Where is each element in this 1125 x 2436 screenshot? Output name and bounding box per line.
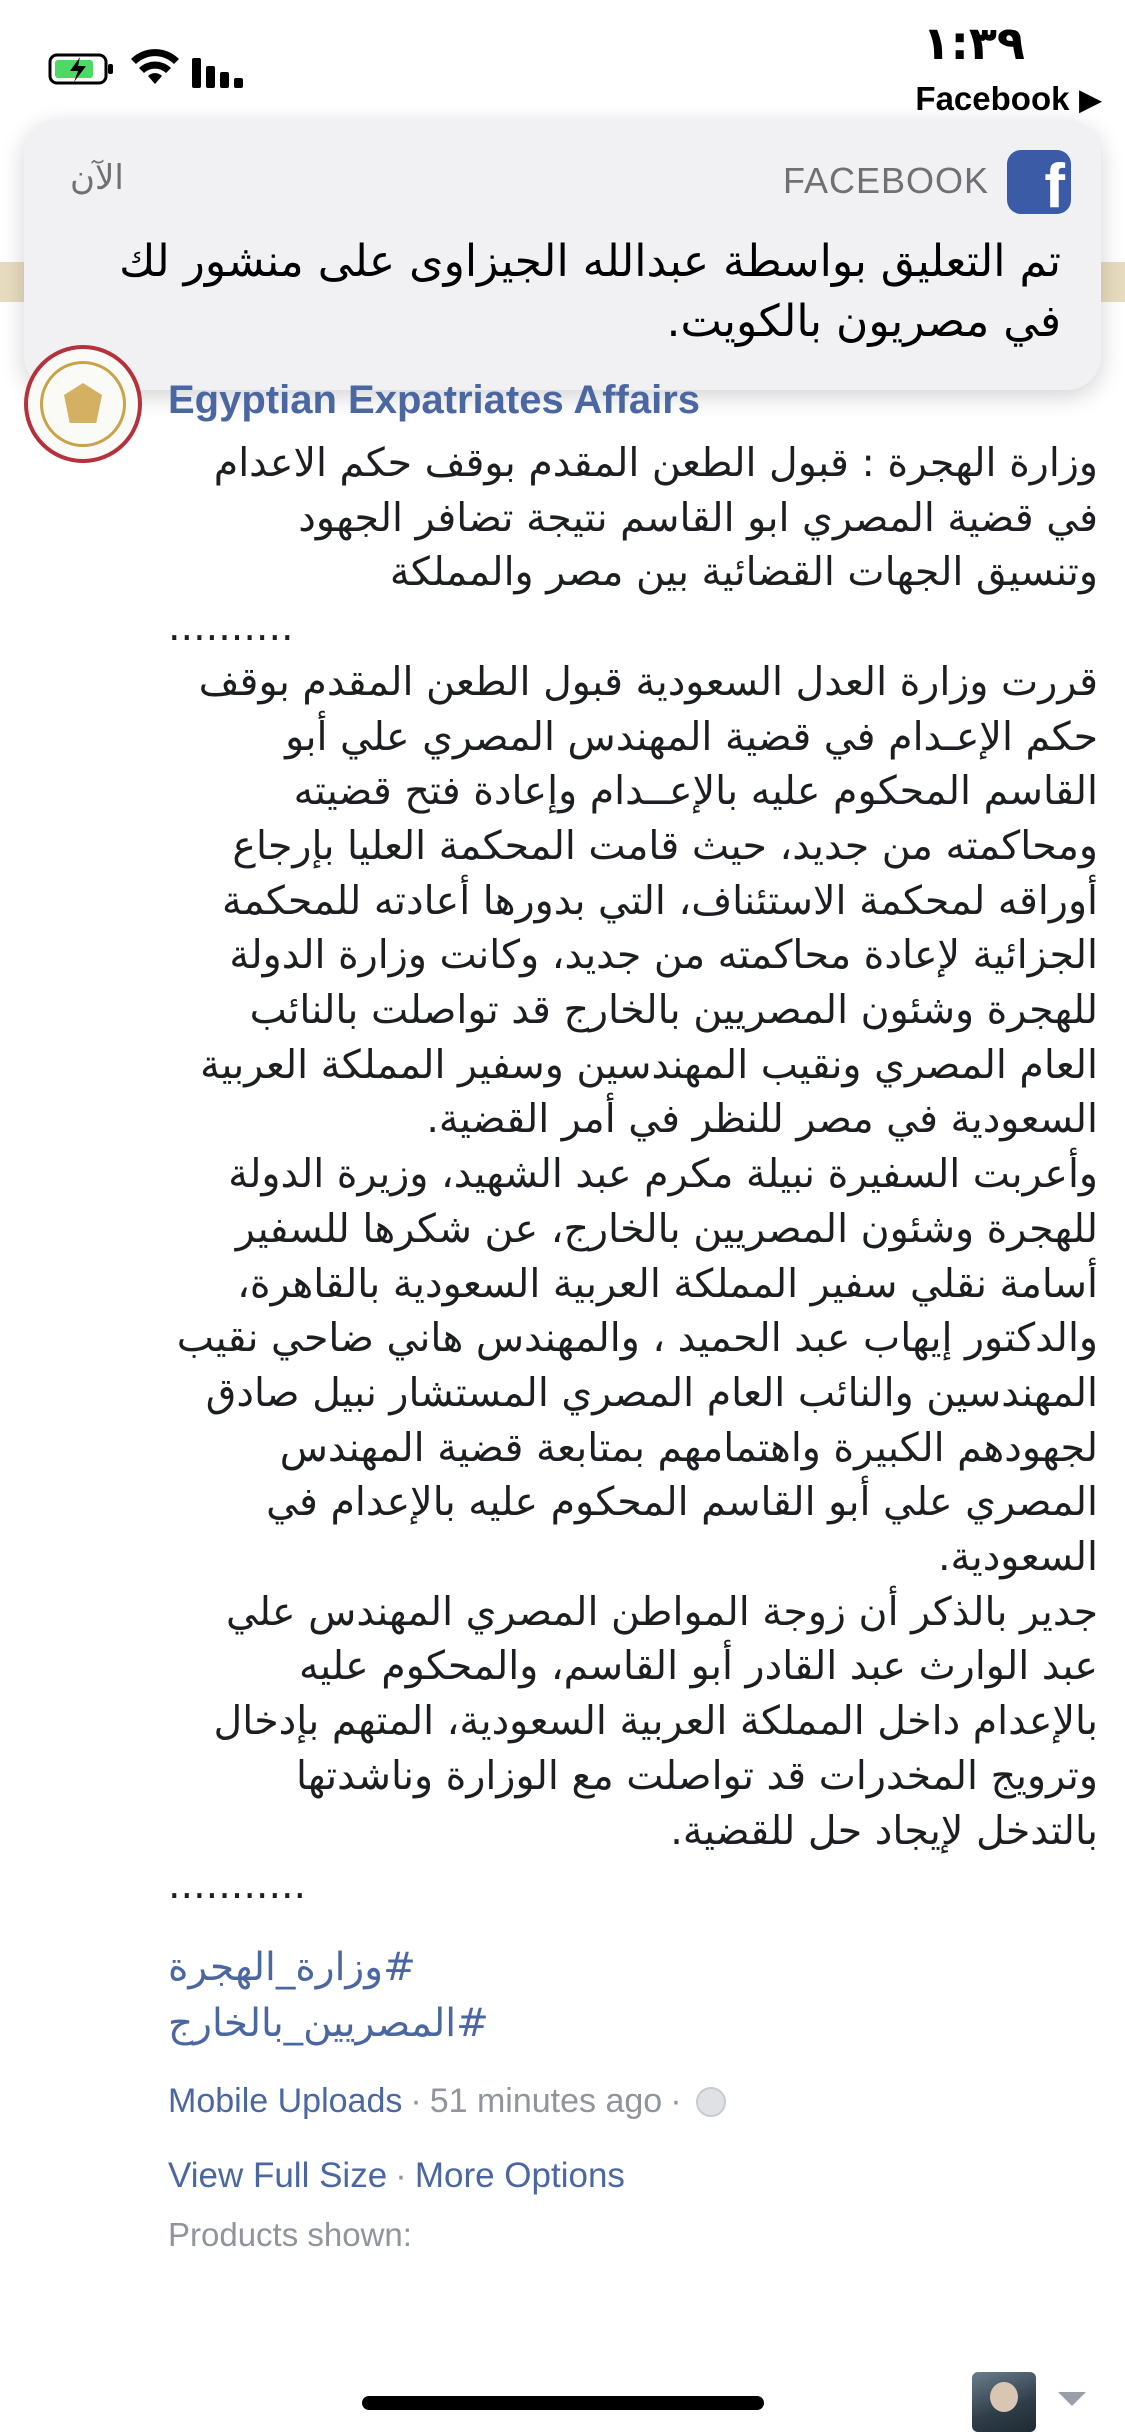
photo-actions	[168, 2156, 625, 2196]
meta-separator: ·	[670, 2082, 682, 2120]
view-full-size-link[interactable]: View Full Size	[168, 2156, 388, 2195]
facebook-app-icon: f	[1007, 150, 1071, 214]
profile-thumbnail[interactable]	[972, 2372, 1036, 2432]
notification-banner[interactable]	[24, 120, 1101, 390]
page-avatar[interactable]	[24, 345, 142, 463]
hashtag-list	[168, 1940, 1098, 2052]
link-separator: ·	[395, 2156, 407, 2195]
home-indicator[interactable]	[362, 2396, 764, 2410]
meta-separator: ·	[410, 2082, 422, 2120]
back-app-label: Facebook	[915, 80, 1070, 117]
notification-message: تم التعليق بواسطة عبدالله الجيزاوى على منشور لك في مصريون بالكويت.	[119, 236, 1061, 347]
wifi-icon	[130, 48, 180, 86]
globe-icon	[696, 2087, 726, 2117]
page-name-link[interactable]: Egyptian Expatriates Affairs	[168, 378, 701, 422]
status-clock: ١:٣٩	[922, 16, 1025, 70]
chevron-down-icon[interactable]	[1058, 2392, 1086, 2406]
post-paragraph: قررت وزارة العدل السعودية قبول الطعن المقدم بوقف حكم الإعـدام في قضية المهندس المصري علي أبو القاسم المحكوم عليه بالإعــدام وإعادة فتح قضيته ومحاكمته من جديد، حيث قامت المحكمة العليا بإرجاع أوراقه لمحكمة الاستئناف، التي بدورها أعادته للمحكمة الجزائية لإعادة محاكمته من جديد، وكانت وزارة الدولة للهجرة وشئون المصريين بالخارج قد تواصلت بالنائب العام المصري ونقيب المهندسين وسفير المملكة العربية السعودية في مصر للنظر في أمر القضية.	[198, 658, 1098, 1143]
notification-app-name: FACEBOOK	[782, 160, 989, 201]
battery-charging-icon	[48, 52, 114, 86]
status-bar	[0, 0, 1125, 130]
post-paragraph: وأعربت السفيرة نبيلة مكرم عبد الشهيد، وزيرة الدولة للهجرة وشئون المصريين بالخارج، عن شكرها للسفير أسامة نقلي سفير المملكة العربية السعودية بالقاهرة، والدكتور إيهاب عبد الحميد ، والمهندس هاني ضاحي نقيب المهندسين والنائب العام المصري المستشار نبيل صادق لجهودهم الكبيرة واهتمامهم بمتابعة قضية المهندس المصري علي أبو القاسم المحكوم عليه بالإعدام في السعودية.	[176, 1151, 1098, 1581]
cellular-signal-icon	[190, 56, 246, 88]
post-separator: ...........	[168, 1862, 307, 1909]
products-shown-label: Products shown:	[168, 2216, 412, 2253]
back-to-app-button[interactable]	[915, 80, 1101, 118]
post-paragraph: جدير بالذكر أن زوجة المواطن المصري المهندس علي عبد الوارث عبد القادر أبو القاسم، والمحكوم عليه بالإعدام داخل المملكة العربية السعودية، المتهم بإدخال وترويج المخدرات قد تواصلت مع الوزارة وناشدتها بالتدخل لإيجاد حل للقضية.	[213, 1588, 1098, 1854]
play-triangle-icon: ▶	[1079, 83, 1101, 115]
hashtag-link[interactable]: #وزارة_الهجرة	[168, 1945, 416, 1990]
post-text	[168, 436, 1098, 1913]
notification-time: الآن	[70, 158, 124, 198]
post-timestamp[interactable]: 51 minutes ago	[429, 2082, 663, 2120]
hashtag-link[interactable]: #المصريين_بالخارج	[168, 2001, 489, 2046]
album-link[interactable]: Mobile Uploads	[168, 2082, 403, 2120]
post-meta	[168, 2082, 726, 2121]
post-paragraph: وزارة الهجرة : قبول الطعن المقدم بوقف حكم الاعدام في قضية المصري ابو القاسم نتيجة تضافر الجهود وتنسيق الجهات القضائية بين مصر والمملكة	[213, 440, 1098, 596]
more-options-link[interactable]: More Options	[414, 2156, 625, 2195]
post-separator: ..........	[168, 604, 294, 651]
